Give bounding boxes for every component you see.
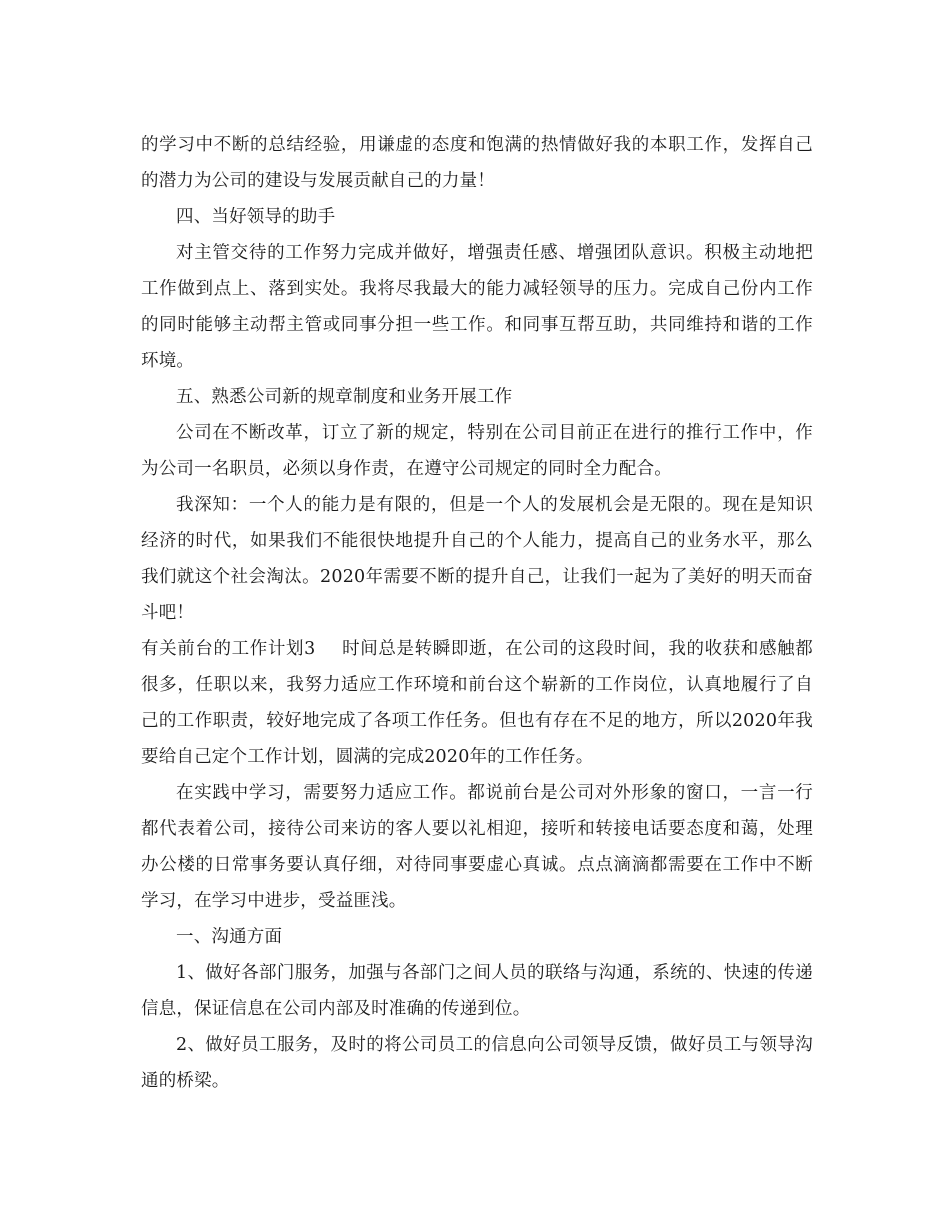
- section-heading-4: 四、当好领导的助手: [176, 207, 336, 227]
- section-heading-5: 五、熟悉公司新的规章制度和业务开展工作: [176, 387, 513, 407]
- plan-body: 时间总是转瞬即逝，在公司的这段时间，我的收获和感触都很多，任职以来，我努力适应工作环境和前台这个崭新的工作岗位，认真地履行了自己的工作职责，较好地完成了各项工作任务。但也有存在不足的地方，所以2020年我要给自己定个工作计划，圆满的完成2020年的工作任务。: [141, 639, 813, 767]
- plan-paragraph: [141, 631, 813, 775]
- paragraph: 在实践中学习，需要努力适应工作。都说前台是公司对外形象的窗口，一言一行都代表着公司，接待公司来访的客人要以礼相迎，接听和转接电话要态度和蔼，处理办公楼的日常事务要认真仔细，对待同事要虚心真诚。点点滴滴都需要在工作中不断学习，在学习中进步，受益匪浅。: [141, 783, 813, 911]
- list-item: 1、做好各部门服务，加强与各部门之间人员的联络与沟通，系统的、快速的传递信息，保证信息在公司内部及时准确的传递到位。: [141, 963, 813, 1019]
- paragraph: 我深知：一个人的能力是有限的，但是一个人的发展机会是无限的。现在是知识经济的时代，如果我们不能很快地提升自己的个人能力，提高自己的业务水平，那么我们就这个社会淘汰。2020年需要不断的提升自己，让我们一起为了美好的明天而奋斗吧！: [141, 495, 813, 623]
- plan-title: 有关前台的工作计划3: [141, 639, 316, 659]
- document-body: [141, 127, 813, 1099]
- paragraph-continuation: 的学习中不断的总结经验，用谦虚的态度和饱满的热情做好我的本职工作，发挥自己的潜力为公司的建设与发展贡献自己的力量！: [141, 135, 813, 191]
- paragraph: 公司在不断改革，订立了新的规定，特别在公司目前正在进行的推行工作中，作为公司一名职员，必须以身作责，在遵守公司规定的同时全力配合。: [141, 423, 813, 479]
- section-heading-1: 一、沟通方面: [176, 927, 283, 947]
- paragraph: 对主管交待的工作努力完成并做好，增强责任感、增强团队意识。积极主动地把工作做到点上、落到实处。我将尽我最大的能力减轻领导的压力。完成自己份内工作的同时能够主动帮主管或同事分担一些工作。和同事互帮互助，共同维持和谐的工作环境。: [141, 243, 813, 371]
- list-item: 2、做好员工服务，及时的将公司员工的信息向公司领导反馈，做好员工与领导沟通的桥梁。: [141, 1035, 813, 1091]
